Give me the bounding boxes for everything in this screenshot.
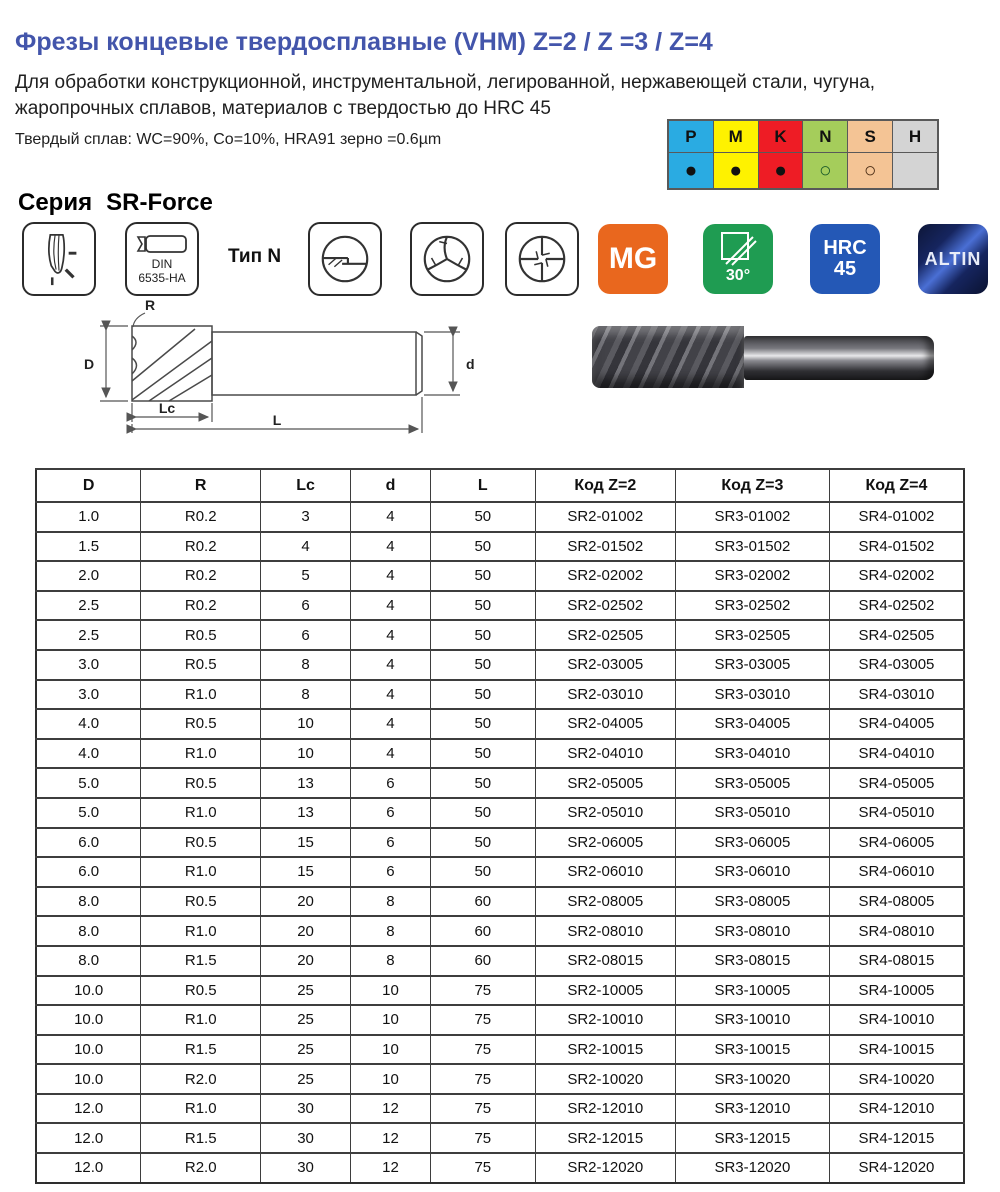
column-header: Код Z=2 (535, 469, 675, 502)
mg-grade-badge (598, 224, 668, 294)
cell-corner-radius: R1.5 (141, 1123, 261, 1153)
matrix-column (758, 121, 803, 188)
cell-overall-length: 50 (430, 620, 535, 650)
cell-code-z4: SR4-01502 (829, 532, 964, 562)
table-row (36, 1123, 964, 1153)
table-row (36, 561, 964, 591)
cell-overall-length: 60 (430, 916, 535, 946)
cell-flute-length: 6 (261, 591, 351, 621)
cell-corner-radius: R0.5 (141, 650, 261, 680)
table-row (36, 591, 964, 621)
matrix-material-label: M (714, 121, 758, 153)
cell-corner-radius: R1.0 (141, 680, 261, 710)
cell-diameter: 4.0 (36, 709, 141, 739)
cell-diameter: 6.0 (36, 828, 141, 858)
cell-flute-length: 25 (261, 1035, 351, 1065)
table-row (36, 739, 964, 769)
matrix-material-label: N (803, 121, 847, 153)
cell-diameter: 6.0 (36, 857, 141, 887)
table-row (36, 680, 964, 710)
matrix-column (713, 121, 758, 188)
shank-sketch-icon (133, 233, 191, 257)
cell-overall-length: 50 (430, 650, 535, 680)
cell-corner-radius: R1.5 (141, 1035, 261, 1065)
cell-code-z4: SR4-02502 (829, 591, 964, 621)
cell-shank-diameter: 6 (351, 828, 431, 858)
cell-code-z2: SR2-08010 (535, 916, 675, 946)
cell-overall-length: 50 (430, 739, 535, 769)
table-row (36, 1094, 964, 1124)
cell-code-z3: SR3-04010 (675, 739, 829, 769)
cell-diameter: 12.0 (36, 1094, 141, 1124)
z2-face-sketch (316, 230, 374, 288)
cell-code-z2: SR2-03010 (535, 680, 675, 710)
cell-flute-length: 13 (261, 798, 351, 828)
cell-diameter: 3.0 (36, 650, 141, 680)
table-row (36, 946, 964, 976)
cell-corner-radius: R2.0 (141, 1153, 261, 1183)
cell-overall-length: 75 (430, 1035, 535, 1065)
cell-code-z4: SR4-10015 (829, 1035, 964, 1065)
cell-overall-length: 50 (430, 828, 535, 858)
cell-shank-diameter: 6 (351, 768, 431, 798)
cell-flute-length: 30 (261, 1123, 351, 1153)
dimension-drawing (72, 296, 502, 434)
cell-code-z3: SR3-08005 (675, 887, 829, 917)
table-row (36, 1035, 964, 1065)
size-table (35, 468, 965, 1184)
cell-code-z4: SR4-12020 (829, 1153, 964, 1183)
table-row (36, 857, 964, 887)
cell-flute-length: 20 (261, 887, 351, 917)
column-header: Lc (261, 469, 351, 502)
din-6535-ha-icon (125, 222, 199, 296)
cell-code-z3: SR3-10015 (675, 1035, 829, 1065)
table-row (36, 1005, 964, 1035)
z3-face-icon (410, 222, 484, 296)
cell-flute-length: 25 (261, 1064, 351, 1094)
hrc-label: HRC (823, 237, 867, 259)
cell-diameter: 5.0 (36, 798, 141, 828)
cell-overall-length: 50 (430, 532, 535, 562)
table-row (36, 709, 964, 739)
matrix-suitability-symbol: ● (669, 153, 713, 188)
cell-flute-length: 5 (261, 561, 351, 591)
cell-shank-diameter: 4 (351, 502, 431, 532)
cell-shank-diameter: 8 (351, 946, 431, 976)
cell-corner-radius: R0.5 (141, 887, 261, 917)
cell-code-z3: SR3-02502 (675, 591, 829, 621)
cell-diameter: 12.0 (36, 1153, 141, 1183)
table-row (36, 828, 964, 858)
cell-code-z2: SR2-02002 (535, 561, 675, 591)
drawing-label-lc: Lc (158, 400, 176, 416)
cell-code-z2: SR2-05005 (535, 768, 675, 798)
cell-overall-length: 50 (430, 561, 535, 591)
cell-shank-diameter: 4 (351, 532, 431, 562)
table-row (36, 916, 964, 946)
drawing-label-d-outer: D (84, 356, 95, 372)
helix-30-badge (703, 224, 773, 294)
cell-code-z4: SR4-02002 (829, 561, 964, 591)
cell-flute-length: 15 (261, 857, 351, 887)
matrix-material-label: H (893, 121, 937, 153)
cell-overall-length: 50 (430, 798, 535, 828)
cell-code-z3: SR3-12020 (675, 1153, 829, 1183)
cell-shank-diameter: 10 (351, 976, 431, 1006)
din-standard-line2: 6535-HA (138, 271, 186, 285)
cell-code-z2: SR2-02505 (535, 620, 675, 650)
cell-corner-radius: R0.2 (141, 502, 261, 532)
cell-diameter: 2.5 (36, 620, 141, 650)
cell-code-z3: SR3-10020 (675, 1064, 829, 1094)
matrix-suitability-symbol: ● (759, 153, 803, 188)
description-line-2: жаропрочных сплавов, материалов с твердостью до HRC 45 (15, 98, 551, 119)
cell-diameter: 8.0 (36, 916, 141, 946)
table-row (36, 976, 964, 1006)
table-row (36, 532, 964, 562)
column-header: L (430, 469, 535, 502)
cell-code-z2: SR2-10010 (535, 1005, 675, 1035)
cell-overall-length: 50 (430, 591, 535, 621)
din-standard-line1: DIN (151, 257, 173, 271)
cell-shank-diameter: 12 (351, 1123, 431, 1153)
cell-code-z2: SR2-10005 (535, 976, 675, 1006)
cell-code-z2: SR2-08015 (535, 946, 675, 976)
matrix-suitability-symbol: ○ (848, 153, 892, 188)
cell-shank-diameter: 6 (351, 857, 431, 887)
cell-diameter: 10.0 (36, 1035, 141, 1065)
z4-face-sketch (513, 230, 571, 288)
cell-shank-diameter: 4 (351, 739, 431, 769)
cell-code-z3: SR3-08015 (675, 946, 829, 976)
cell-overall-length: 50 (430, 680, 535, 710)
table-row (36, 620, 964, 650)
cell-overall-length: 50 (430, 502, 535, 532)
table-row (36, 502, 964, 532)
cell-shank-diameter: 10 (351, 1064, 431, 1094)
cell-corner-radius: R1.5 (141, 946, 261, 976)
cell-flute-length: 10 (261, 709, 351, 739)
cell-corner-radius: R0.2 (141, 561, 261, 591)
cell-code-z4: SR4-02505 (829, 620, 964, 650)
cell-overall-length: 50 (430, 768, 535, 798)
cell-code-z2: SR2-04005 (535, 709, 675, 739)
hrc-value: 45 (833, 258, 857, 280)
cell-flute-length: 25 (261, 976, 351, 1006)
cell-code-z4: SR4-04010 (829, 739, 964, 769)
cell-code-z3: SR3-12015 (675, 1123, 829, 1153)
cell-code-z2: SR2-10020 (535, 1064, 675, 1094)
cell-corner-radius: R1.0 (141, 1094, 261, 1124)
cell-flute-length: 13 (261, 768, 351, 798)
cell-code-z4: SR4-05005 (829, 768, 964, 798)
cell-corner-radius: R0.5 (141, 709, 261, 739)
cell-corner-radius: R0.5 (141, 976, 261, 1006)
cell-corner-radius: R1.0 (141, 1005, 261, 1035)
cell-code-z2: SR2-05010 (535, 798, 675, 828)
cell-shank-diameter: 4 (351, 591, 431, 621)
cell-code-z3: SR3-03010 (675, 680, 829, 710)
cell-code-z4: SR4-08015 (829, 946, 964, 976)
cell-shank-diameter: 12 (351, 1153, 431, 1183)
cell-code-z4: SR4-10005 (829, 976, 964, 1006)
cell-corner-radius: R0.5 (141, 620, 261, 650)
cell-code-z2: SR2-01502 (535, 532, 675, 562)
cell-corner-radius: R1.0 (141, 739, 261, 769)
cell-code-z4: SR4-10020 (829, 1064, 964, 1094)
matrix-column (802, 121, 847, 188)
cell-diameter: 1.0 (36, 502, 141, 532)
cell-overall-length: 75 (430, 976, 535, 1006)
cell-code-z3: SR3-03005 (675, 650, 829, 680)
cell-flute-length: 20 (261, 946, 351, 976)
series-heading (18, 189, 227, 217)
cell-shank-diameter: 8 (351, 887, 431, 917)
cell-shank-diameter: 6 (351, 798, 431, 828)
cell-code-z2: SR2-10015 (535, 1035, 675, 1065)
end-mill-sketch-icon (30, 228, 88, 290)
description (15, 70, 875, 122)
matrix-suitability-symbol: ● (714, 153, 758, 188)
table-row (36, 768, 964, 798)
cell-code-z2: SR2-12015 (535, 1123, 675, 1153)
cell-shank-diameter: 10 (351, 1035, 431, 1065)
end-mill-photo-shank (744, 336, 934, 380)
alloy-spec: Твердый сплав: WC=90%, Co=10%, HRA91 зерно =0.6µm (15, 131, 442, 148)
cell-code-z4: SR4-08005 (829, 887, 964, 917)
cell-shank-diameter: 4 (351, 561, 431, 591)
cell-code-z4: SR4-05010 (829, 798, 964, 828)
matrix-suitability-symbol (893, 153, 937, 188)
column-header: Код Z=4 (829, 469, 964, 502)
table-row (36, 887, 964, 917)
cell-code-z4: SR4-04005 (829, 709, 964, 739)
drawing-label-d-shank: d (466, 356, 475, 372)
cell-overall-length: 60 (430, 887, 535, 917)
cell-code-z4: SR4-01002 (829, 502, 964, 532)
cell-diameter: 1.5 (36, 532, 141, 562)
cell-code-z3: SR3-05005 (675, 768, 829, 798)
cell-code-z2: SR2-06010 (535, 857, 675, 887)
cell-code-z4: SR4-06005 (829, 828, 964, 858)
page-title: Фрезы концевые твердосплавные (VHM) Z=2 / Z =3 / Z=4 (15, 28, 713, 56)
cell-shank-diameter: 4 (351, 709, 431, 739)
matrix-column (669, 121, 713, 188)
end-mill-icon (22, 222, 96, 296)
cell-diameter: 8.0 (36, 887, 141, 917)
description-line-1: Для обработки конструкционной, инструментальной, легированной, нержавеющей стали, чугуна, (15, 72, 876, 93)
cell-code-z2: SR2-12020 (535, 1153, 675, 1183)
cell-shank-diameter: 4 (351, 650, 431, 680)
cell-corner-radius: R0.5 (141, 828, 261, 858)
column-header: R (141, 469, 261, 502)
coating-label: ALTIN (924, 248, 982, 269)
table-row (36, 798, 964, 828)
series-name: SR-Force (106, 189, 213, 216)
cell-diameter: 10.0 (36, 1005, 141, 1035)
cell-code-z4: SR4-06010 (829, 857, 964, 887)
cell-shank-diameter: 10 (351, 1005, 431, 1035)
cell-corner-radius: R1.0 (141, 916, 261, 946)
cell-code-z4: SR4-08010 (829, 916, 964, 946)
cell-shank-diameter: 12 (351, 1094, 431, 1124)
cell-flute-length: 30 (261, 1153, 351, 1183)
cell-overall-length: 60 (430, 946, 535, 976)
cell-corner-radius: R2.0 (141, 1064, 261, 1094)
matrix-material-label: P (669, 121, 713, 153)
cell-corner-radius: R0.5 (141, 768, 261, 798)
cell-overall-length: 50 (430, 857, 535, 887)
z2-face-icon (308, 222, 382, 296)
column-header: d (351, 469, 431, 502)
cell-diameter: 4.0 (36, 739, 141, 769)
cell-overall-length: 75 (430, 1094, 535, 1124)
cell-code-z2: SR2-02502 (535, 591, 675, 621)
cell-flute-length: 3 (261, 502, 351, 532)
cell-code-z2: SR2-03005 (535, 650, 675, 680)
cell-corner-radius: R1.0 (141, 798, 261, 828)
cell-code-z4: SR4-03010 (829, 680, 964, 710)
cell-flute-length: 20 (261, 916, 351, 946)
altin-coating-badge (918, 224, 988, 294)
cell-code-z2: SR2-08005 (535, 887, 675, 917)
cell-diameter: 5.0 (36, 768, 141, 798)
cell-code-z3: SR3-05010 (675, 798, 829, 828)
matrix-material-label: S (848, 121, 892, 153)
table-row (36, 1064, 964, 1094)
cell-code-z4: SR4-12015 (829, 1123, 964, 1153)
hrc45-badge (810, 224, 880, 294)
cell-code-z3: SR3-06005 (675, 828, 829, 858)
application-matrix (667, 119, 939, 190)
column-header: D (36, 469, 141, 502)
cell-overall-length: 75 (430, 1005, 535, 1035)
cell-code-z3: SR3-10005 (675, 976, 829, 1006)
cell-overall-length: 75 (430, 1153, 535, 1183)
end-mill-photo-flutes (592, 326, 744, 388)
cell-code-z2: SR2-01002 (535, 502, 675, 532)
matrix-column (847, 121, 892, 188)
cell-code-z2: SR2-04010 (535, 739, 675, 769)
table-row (36, 1153, 964, 1183)
z4-face-icon (505, 222, 579, 296)
cell-code-z4: SR4-12010 (829, 1094, 964, 1124)
cell-code-z3: SR3-02505 (675, 620, 829, 650)
matrix-suitability-symbol: ○ (803, 153, 847, 188)
cell-corner-radius: R1.0 (141, 857, 261, 887)
mg-grade-label: MG (608, 242, 658, 275)
cell-code-z2: SR2-06005 (535, 828, 675, 858)
cell-shank-diameter: 8 (351, 916, 431, 946)
cell-diameter: 3.0 (36, 680, 141, 710)
cell-diameter: 8.0 (36, 946, 141, 976)
matrix-column (892, 121, 937, 188)
cell-overall-length: 75 (430, 1123, 535, 1153)
cell-code-z3: SR3-01002 (675, 502, 829, 532)
cell-flute-length: 8 (261, 650, 351, 680)
cell-code-z3: SR3-02002 (675, 561, 829, 591)
cell-corner-radius: R0.2 (141, 532, 261, 562)
cell-code-z3: SR3-08010 (675, 916, 829, 946)
cell-code-z3: SR3-01502 (675, 532, 829, 562)
cell-code-z4: SR4-03005 (829, 650, 964, 680)
cell-diameter: 12.0 (36, 1123, 141, 1153)
cell-flute-length: 15 (261, 828, 351, 858)
drawing-label-r: R (144, 297, 156, 313)
cell-flute-length: 30 (261, 1094, 351, 1124)
series-label: Серия (18, 189, 93, 216)
cell-flute-length: 25 (261, 1005, 351, 1035)
helix-angle-label: 30° (725, 267, 751, 284)
table-row (36, 650, 964, 680)
matrix-material-label: K (759, 121, 803, 153)
table-header-row (36, 469, 964, 502)
cell-code-z3: SR3-12010 (675, 1094, 829, 1124)
cell-code-z2: SR2-12010 (535, 1094, 675, 1124)
column-header: Код Z=3 (675, 469, 829, 502)
cell-overall-length: 50 (430, 709, 535, 739)
cell-code-z4: SR4-10010 (829, 1005, 964, 1035)
cell-diameter: 10.0 (36, 1064, 141, 1094)
cell-diameter: 10.0 (36, 976, 141, 1006)
type-n-label: Тип N (228, 246, 282, 267)
cell-flute-length: 6 (261, 620, 351, 650)
cell-corner-radius: R0.2 (141, 591, 261, 621)
cell-diameter: 2.0 (36, 561, 141, 591)
z3-face-sketch (418, 230, 476, 288)
cell-flute-length: 4 (261, 532, 351, 562)
cell-flute-length: 8 (261, 680, 351, 710)
cell-flute-length: 10 (261, 739, 351, 769)
cell-shank-diameter: 4 (351, 620, 431, 650)
cell-diameter: 2.5 (36, 591, 141, 621)
cell-code-z3: SR3-04005 (675, 709, 829, 739)
cell-code-z3: SR3-10010 (675, 1005, 829, 1035)
cell-shank-diameter: 4 (351, 680, 431, 710)
cell-overall-length: 75 (430, 1064, 535, 1094)
drawing-label-l: L (272, 412, 282, 428)
cell-code-z3: SR3-06010 (675, 857, 829, 887)
